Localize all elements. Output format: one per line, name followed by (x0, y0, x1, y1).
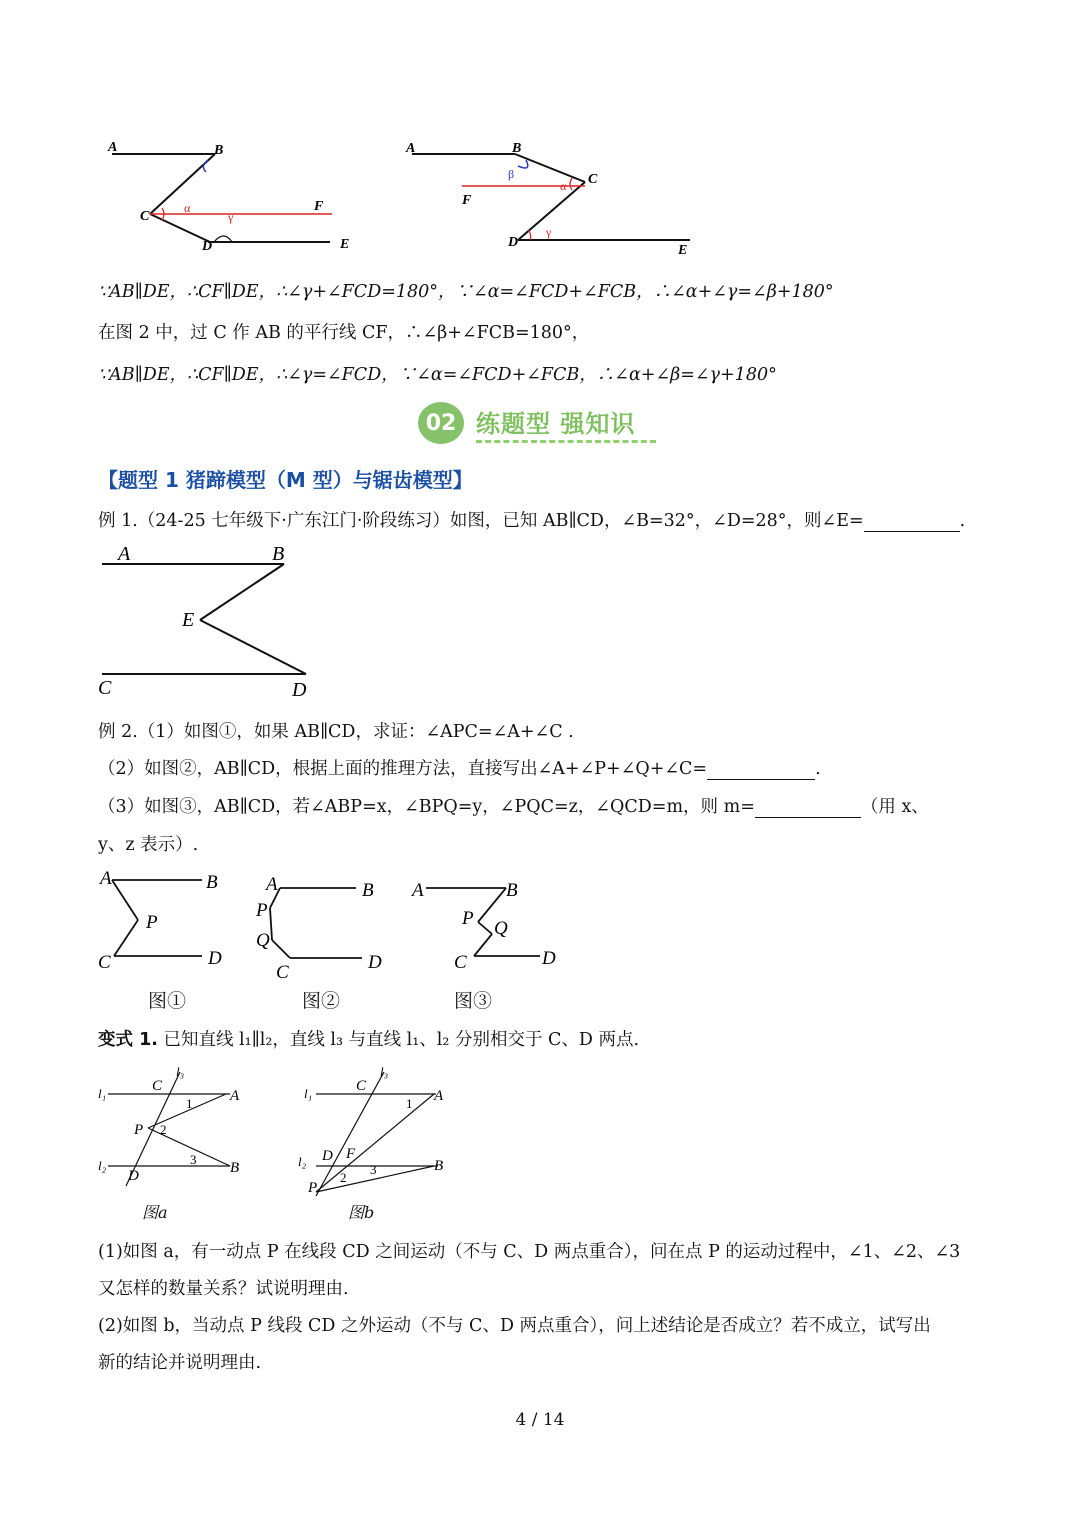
caption-fig-b: 图b (348, 1203, 375, 1222)
example-2-q3-end: （用 x、 (860, 797, 929, 817)
answer-blank (707, 779, 815, 780)
label-1: 1 (406, 1096, 413, 1111)
variant-1-title: 变式 1. (98, 1030, 158, 1050)
label-d: D (322, 1148, 333, 1164)
label-p: P (256, 900, 268, 921)
label-b: B (434, 1158, 444, 1174)
label-beta: β (508, 167, 515, 181)
label-3: 3 (190, 1152, 197, 1167)
label-a: A (118, 543, 131, 565)
example-2-q2-end: . (815, 759, 821, 779)
label-e: E (678, 243, 688, 258)
label-b: B (506, 880, 518, 901)
variant-q2-line-1: (2)如图 b，当动点 P 线段 CD 之外运动（不与 C、D 两点重合），问上述结论是否成立？若不成立，试写出 (98, 1316, 931, 1336)
label-a: A (406, 141, 416, 156)
label-1: 1 (186, 1096, 193, 1111)
variant-q1-line-2: 又怎样的数量关系？试说明理由. (98, 1279, 349, 1299)
example-2-line-4: y、z 表示）. (98, 835, 199, 855)
label-l2: l₂ (98, 1158, 107, 1173)
section-banner (418, 400, 658, 446)
label-d: D (508, 235, 519, 250)
label-e: E (340, 237, 350, 252)
variant-1-line (98, 1026, 639, 1051)
label-e: E (182, 609, 195, 631)
variant-figure-a (94, 1062, 254, 1222)
example-1-end: . (959, 511, 966, 531)
label-l3: l₃ (380, 1064, 389, 1079)
label-c: C (276, 962, 289, 983)
label-l1: l₁ (304, 1086, 313, 1101)
label-l3: l₃ (176, 1064, 185, 1079)
label-d: D (292, 679, 307, 701)
label-b: B (230, 1160, 240, 1176)
caption-fig-3: 图③ (454, 990, 493, 1012)
label-d: D (208, 948, 222, 969)
caption-fig-a: 图a (142, 1203, 168, 1222)
example-1-text (98, 507, 965, 532)
label-c: C (588, 172, 598, 187)
label-a: A (434, 1088, 444, 1104)
label-b: B (362, 880, 374, 901)
example-2-q3: （3）如图③，AB∥CD，若∠ABP=x，∠BPQ=y，∠PQC=z，∠QCD=m，则 m= (98, 797, 755, 817)
label-d: D (542, 948, 556, 969)
label-2: 2 (340, 1170, 347, 1185)
label-p: P (146, 912, 158, 933)
label-d: D (202, 239, 213, 254)
label-l1: l₁ (98, 1086, 107, 1101)
example-2-line-3 (98, 793, 929, 818)
label-d: D (128, 1168, 139, 1184)
label-b: B (206, 872, 218, 893)
label-b: B (272, 543, 285, 565)
banner-underline (476, 440, 656, 443)
label-c: C (98, 952, 111, 973)
label-p: P (308, 1180, 318, 1196)
example-2-q2: （2）如图②，AB∥CD，根据上面的推理方法，直接写出∠A+∠P+∠Q+∠C= (98, 759, 708, 779)
answer-blank (755, 817, 861, 818)
section-title: 【题型 1 猪蹄模型（M 型）与锯齿模型】 (98, 468, 473, 492)
label-q: Q (256, 930, 270, 951)
variant-q1-line-1: (1)如图 a，有一动点 P 在线段 CD 之间运动（不与 C、D 两点重合），问在点 P 的运动过程中，∠1、∠2、∠3 (98, 1242, 961, 1262)
label-c: C (140, 209, 150, 224)
label-alpha: α (184, 201, 191, 215)
label-2: 2 (160, 1122, 167, 1137)
label-a: A (266, 874, 278, 895)
label-p: P (462, 908, 474, 929)
caption-fig-2: 图② (302, 990, 341, 1012)
banner-number: 02 (418, 402, 464, 444)
proof-line-2: 在图 2 中，过 C 作 AB 的平行线 CF，∴∠β+∠FCB=180°， (98, 323, 590, 343)
label-gamma: γ (228, 210, 234, 224)
label-alpha: α (560, 179, 567, 193)
variant-q2-line-2: 新的结论并说明理由. (98, 1353, 262, 1373)
caption-fig-1: 图① (148, 990, 187, 1012)
answer-blank (864, 531, 960, 532)
example-2-line-2 (98, 755, 821, 780)
variant-figure-b (294, 1062, 464, 1222)
label-f: F (462, 193, 472, 208)
page-number: 4 / 14 (515, 1410, 565, 1430)
label-a: A (230, 1088, 240, 1104)
label-p: P (134, 1122, 144, 1138)
label-a: A (108, 140, 118, 155)
variant-1-text: 已知直线 l₁∥l₂，直线 l₃ 与直线 l₁、l₂ 分别相交于 C、D 两点. (163, 1030, 640, 1050)
label-c: C (454, 952, 467, 973)
proof-line-1: ∵AB∥DE，∴CF∥DE，∴∠γ+∠FCD=180°，∵∠α=∠FCD+∠FCB，∴∠α+∠γ=∠β+180° (98, 282, 834, 302)
label-a: A (412, 880, 424, 901)
label-b: B (214, 143, 224, 158)
proof-line-3: ∵AB∥DE，∴CF∥DE，∴∠γ=∠FCD，∵∠α=∠FCD+∠FCB，∴∠α+∠β=∠γ+180° (98, 365, 777, 385)
label-d: D (368, 952, 382, 973)
label-c: C (356, 1078, 367, 1094)
example-2-line-1: 例 2.（1）如图①，如果 AB∥CD，求证：∠APC=∠A+∠C . (98, 722, 574, 742)
label-3: 3 (370, 1162, 377, 1177)
label-gamma: γ (546, 225, 552, 239)
example-1-figure (96, 540, 336, 705)
label-q: Q (494, 918, 508, 939)
label-l2: l₂ (298, 1154, 307, 1169)
example-2-figures (94, 866, 574, 986)
example-1-question: 例 1.（24-25 七年级下·广东江门·阶段练习）如图，已知 AB∥CD，∠B=32°，∠D=28°，则∠E= (98, 511, 864, 531)
label-c: C (152, 1078, 163, 1094)
top-figure-1 (100, 130, 370, 260)
top-figure-2 (400, 130, 710, 260)
label-a: A (100, 868, 112, 889)
label-f: F (314, 199, 324, 214)
label-f: F (346, 1146, 356, 1162)
banner-text: 练题型 强知识 (476, 410, 636, 438)
label-b: B (512, 141, 522, 156)
label-c: C (98, 677, 112, 699)
